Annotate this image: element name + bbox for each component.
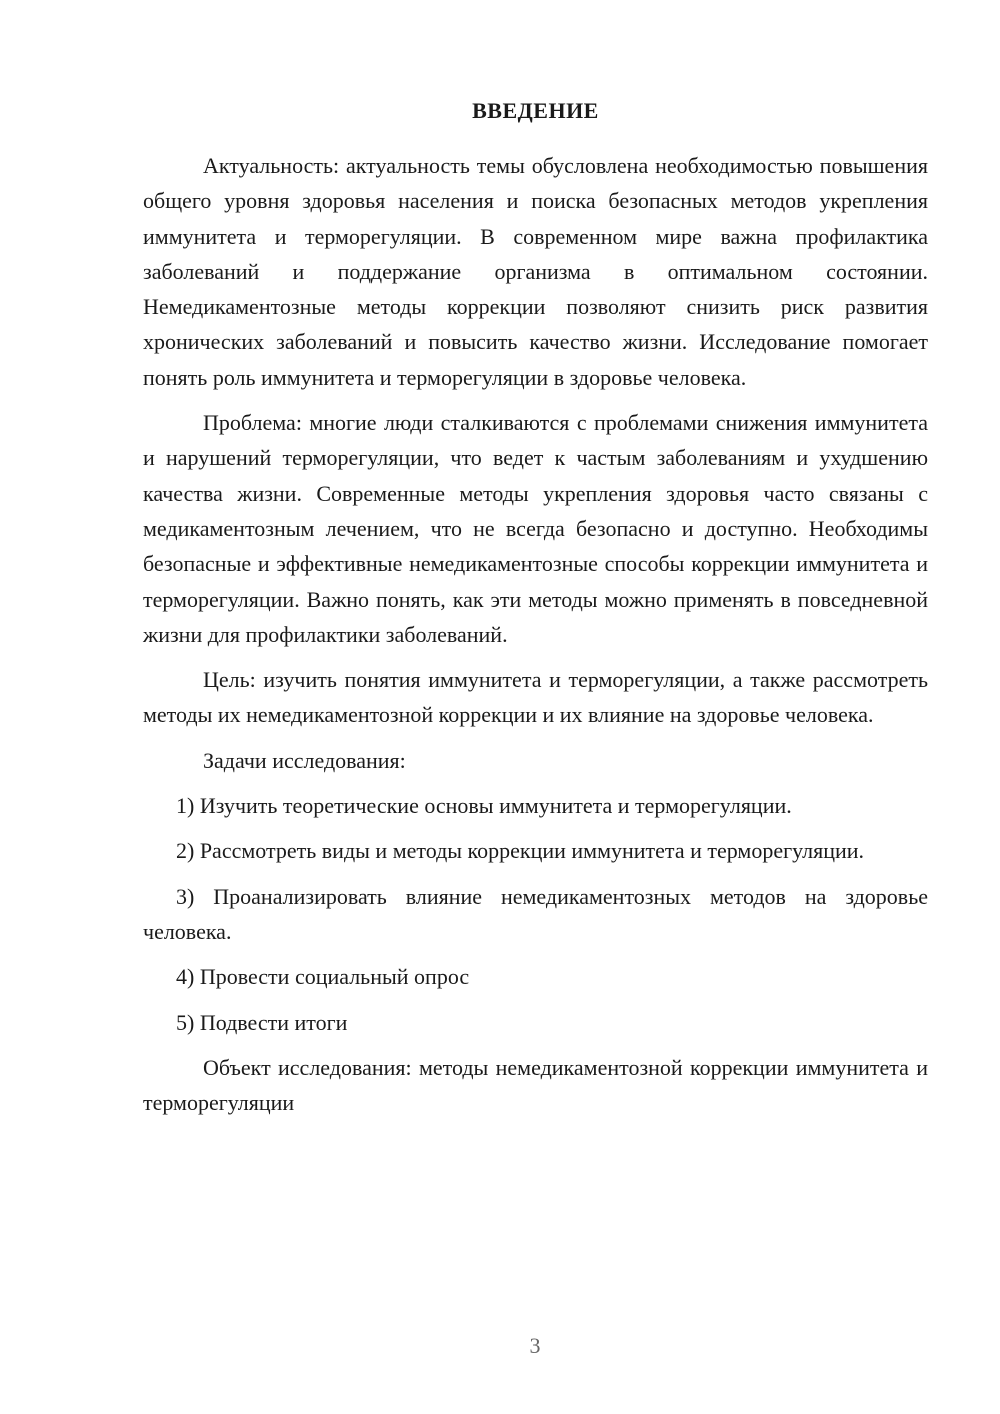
page-content (143, 94, 928, 1120)
task-item-3: 3) Проанализировать влияние немедикаментозных методов на здоровье человека. (143, 883, 928, 944)
task-item-2: 2) Рассмотреть виды и методы коррекции иммунитета и терморегуляции. (176, 838, 865, 864)
page-number: 3 (529, 1333, 541, 1358)
task-item-4: 4) Провести социальный опрос (176, 964, 470, 990)
object-paragraph: Объект исследования: методы немедикаментозной коррекции иммунитета и терморегуляции (143, 1054, 928, 1116)
section-title: ВВЕДЕНИЕ (472, 98, 599, 123)
task-item-1: 1) Изучить теоретические основы иммунитета и терморегуляции. (176, 793, 792, 819)
goal-paragraph: Цель: изучить понятия иммунитета и терморегуляции, а также рассмотреть методы их немедикаментозной коррекции и их влияние на здоровье человека. (143, 667, 928, 728)
tasks-heading: Задачи исследования: (203, 747, 406, 773)
problem-paragraph: Проблема: многие люди сталкиваются с проблемами снижения иммунитета и нарушений терморегуляции, что ведет к частым заболеваниям и ухудшению качества жизни. Современные методы укрепления здоровья часто связаны с медикаментозным лечением, что не всегда безопасно и доступно. Необходимы безопасные и эффективные немедикаментозные способы коррекции иммунитета и терморегуляции. Важно понять, как эти методы можно применять в повседневной жизни для профилактики заболеваний. (143, 410, 928, 647)
task-item-5: 5) Подвести итоги (176, 1009, 348, 1035)
relevance-paragraph: Актуальность: актуальность темы обусловлена необходимостью повышения общего уровня здоровья населения и поиска безопасных методов укрепления иммунитета и терморегуляции. В современном мире важна профилактика заболеваний и поддержание организма в оптимальном состоянии. Немедикаментозные методы коррекции позволяют снизить риск развития хронических заболеваний и повысить качество жизни. Исследование помогает понять роль иммунитета и терморегуляции в здоровье человека. (143, 153, 928, 390)
